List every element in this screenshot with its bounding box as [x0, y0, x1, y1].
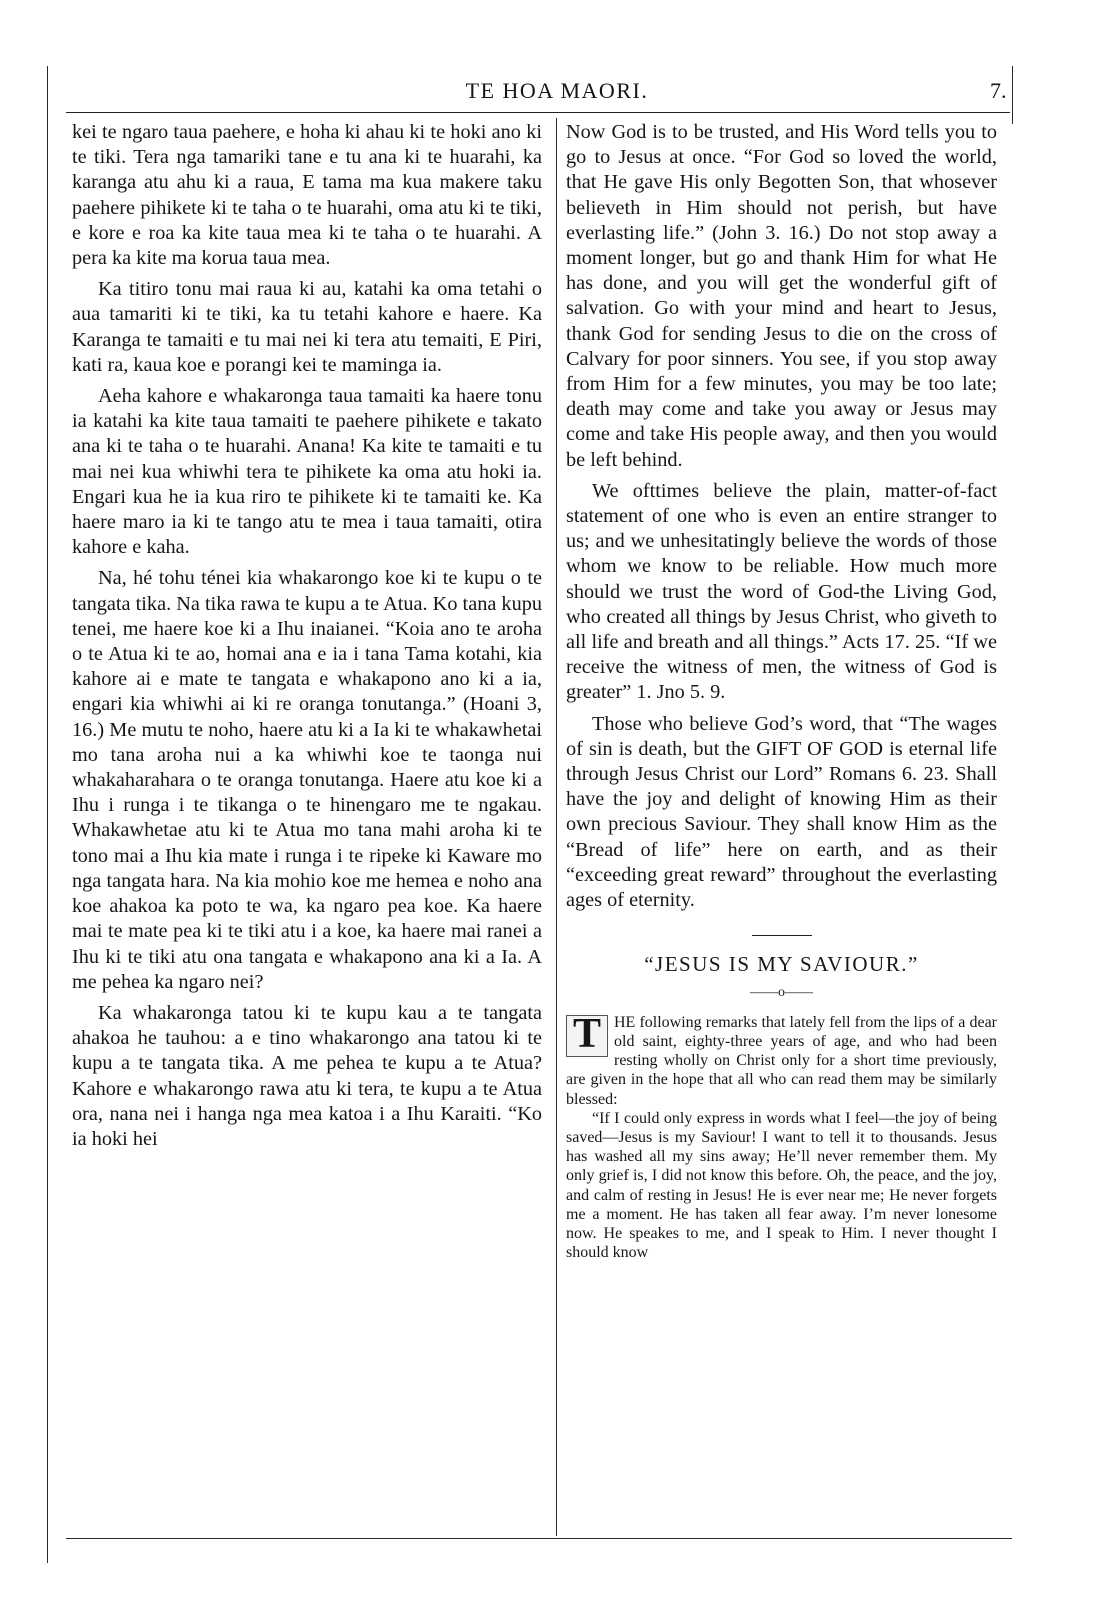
drop-cap-letter: T: [566, 1015, 608, 1057]
article-lead-paragraph: [566, 1010, 997, 1109]
section-divider-rule: [752, 935, 812, 936]
column-divider: [556, 118, 557, 1536]
paragraph: We ofttimes believe the plain, matter-of-fact statement of one who is even an entire stranger to us; and we unhesitatingly believe the words of those whom we know to be reliable. How much more should we trust the word of God-the Living God, who created all things by Jesus Christ, who giveth to all life and breath and all things.” Acts 17. 25. “If we receive the witness of men, the witness of God is greater” 1. Jno 5. 9.: [566, 479, 997, 704]
article-title: “JESUS IS MY SAVIOUR.”: [644, 952, 919, 977]
paragraph: Those who believe God’s word, that “The wages of sin is death, but the GIFT OF GOD is eternal life through Jesus Christ our Lord” Romans 6. 23. Shall have the joy and delight of knowing Him as their own precious Saviour. They shall know Him as the “Bread of life” here on earth, and as their “exceeding great reward” throughout the everlasting ages of eternity.: [566, 712, 997, 912]
paragraph: Aeha kahore e whakaronga taua tamaiti ka haere tonu ia katahi ka kite taua tamaiti te paehere pihikete e takato ana ki te taha o te huarahi. Anana! Ka kite te tamaiti e tu mai nei kua whiwhi tera te pihikete ka oma atu hoki ia. Engari kua he ia kua riro te pihikete ki te tamaiti ke. Ka haere maro ia ki te tango atu te mea i taua tamaiti, otira kahore e kaha.: [72, 385, 542, 559]
header-rule: [66, 112, 1010, 113]
paragraph: Ka titiro tonu mai raua ki au, katahi ka oma tetahi o aua tamariti ki te tiki, ka tu tetahi kahore e haere. Ka Karanga te tamaiti e tu mai nei ki tera atu temaiti, E Piri, kati ra, kaua koe e porangi kei te maminga ia.: [72, 278, 542, 376]
page-number: 7.: [990, 78, 1007, 103]
left-column: [72, 120, 542, 1545]
paragraph: Now God is to be trusted, and His Word tells you to go to Jesus at once. “For God so loved the world, that He gave His only Begotten Son, that whosever believeth in Him should not perish, but have everlasting life.” (John 3. 16.) Do not stop away a moment longer, but go and thank Him for what He has done, and you will get the wonderful gift of salvation. Go with your mind and heart to Jesus, thank God for sending Jesus to die on the cross of Calvary for poor sinners. You see, if you stop away from Him for a few minutes, you may be too late; death may come and take you away or Jesus may come and take His people away, and then you would be left behind.: [566, 121, 997, 471]
article-body: [566, 1010, 997, 1263]
lead-text: HE following remarks that lately fell from the lips of a dear old saint, eighty-three years of age, and who had been resting wholly on Christ only for a short time previously, are given in the hope that all who can read them may be similarly blessed:: [566, 1013, 997, 1108]
running-title: TE HOA MAORI.: [465, 78, 649, 103]
page-frame-left-rule: [47, 66, 48, 1563]
paragraph: Na, hé tohu ténei kia whakarongo koe ki te kupu o te tangata tika. Na tika rawa te kupu a te Atua. Ko tana kupu tenei, me haere koe ki a Ihu inaianei. “Koia ano te aroha o te Atua ki te ao, homai ana e ia i tana Tama kotahi, kia kahore ai e mate te tangata e whakapono ano ki a ia, engari kia whiwhi ai ki re oranga tonutanga.” (Hoani 3, 16.) Me mutu te noho, haere atu ki a Ia ki te whakawhetai mo tana aroha nui a ka whiwhi koe te taonga nui whakaharahara o te oranga tonutanga. Haere atu koe ki a Ihu i runga i te tikanga o te hinengaro me te ngakau. Whakawhetae atu ki te Atua mo tana mahi aroha ki te tono mai a Ihu kia mate i runga i te ripeke ki Kaware mo nga tangata hara. Na kia mohio koe me hemea e noho ana koe ahakoa ka poto te wa, ka ngaro pea koe. Ka haere mai te mate pea ki te tiki atu i a koe, ka haere mai ranei a Ihu ki te tiki atu ona tangata e whakapono ana ki a Ia. A me pehea ka ngaro nei?: [72, 567, 542, 993]
title-ornament: ——o——: [750, 984, 813, 1000]
paragraph: kei te ngaro taua paehere, e hoha ki ahau ki te hoki ano ki te tiki. Tera nga tamariki tane e tu ana ki te huarahi, ka karanga atu ahu ki a raua, E tama ma kua makere taku paehere pihikete ki te taha o te huarahi, oma atu ki te tiki, e kore e roa ka kite taua mea ki te taha o te huarahi. A pera ka kite ma korua taua mea.: [72, 121, 542, 270]
paragraph: Ka whakaronga tatou ki te kupu kau a te tangata ahakoa he tauhou: a e tino whakarongo ana tatou ki te kupu a te tangata tika. A me pehea te kupu a te Atua? Kahore e whakarongo rawa atu ki tera, te kupu a te Atua ora, nana nei i hanga nga mea katoa i a Ihu Karaiti. “Ko ia hoki hei: [72, 1001, 542, 1150]
right-column: [566, 120, 997, 1545]
article-paragraph: “If I could only express in words what I feel—the joy of being saved—Jesus is my Saviour! I want to tell it to thousands. Jesus has washed all my sins away; He’ll never remember them. My only grief is, I did not know this before. Oh, the peace, and the joy, and calm of resting in Jesus! He is ever near me; He never forgets me a moment. He has taken all fear away. I’m never lonesome now. He speakes to me, and I speak to Him. I never thought I should know: [566, 1109, 997, 1262]
